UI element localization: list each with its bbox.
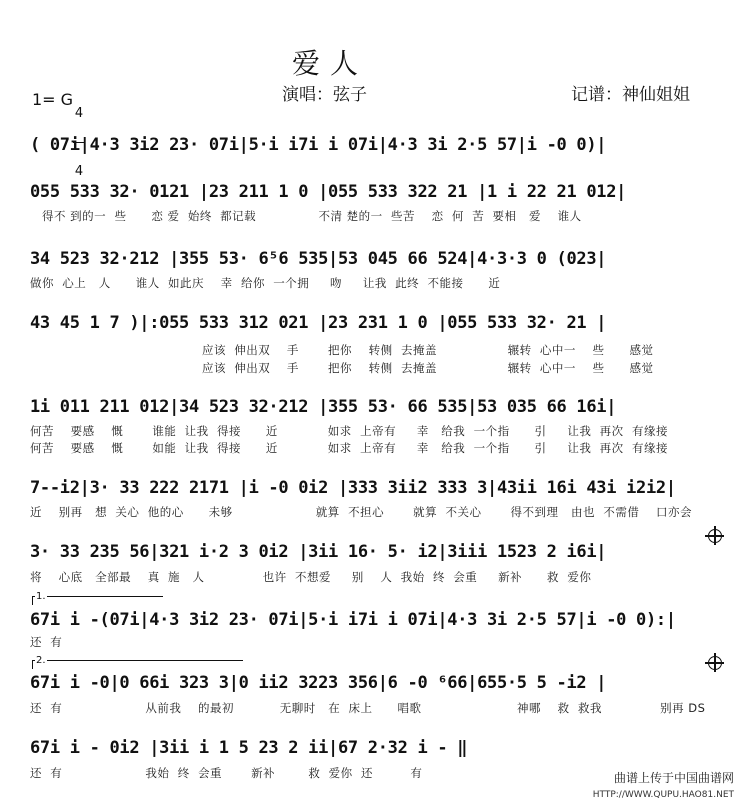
lyric-line: 做你 心上 人 谁人 如此庆 幸 给你 一个拥 吻 让我 此终 不能接 近 — [30, 276, 501, 290]
time-signature-top: 4 — [74, 106, 84, 121]
coda-icon — [708, 529, 722, 543]
score-row-notes: ( 07i|4·3 3i2 23· 07i|5·i i7i i 07i|4·3 3i 2·5 57|i -0 0)| — [30, 135, 607, 155]
second-ending-bracket — [32, 655, 243, 669]
lyric-line: 何苦 要感 慨 谁能 让我 得接 近 如求 上帝有 幸 给我 一个指 引 让我 再次 有缘接 — [30, 424, 668, 438]
first-ending-bracket — [32, 591, 163, 605]
score-row-notes: 1i 011 211 012|34 523 32·212 |355 53· 66 535|53 035 66 16i| — [30, 397, 617, 417]
key-signature: 1= G — [32, 90, 74, 109]
lyric-line: 应该 伸出双 手 把你 转侧 去掩盖 辗转 心中一 些 感觉 — [202, 343, 654, 357]
score-row-notes: 3· 33 235 56|321 i·2 3 0i2 |3ii 16· 5· i2|3iii 1523 2 i6i| — [30, 542, 607, 562]
song-title: 爱人 — [291, 47, 368, 80]
time-signature-bottom: 4 — [74, 164, 84, 179]
lyric-line: 还 有 我始 终 会重 新补 救 爱你 还 有 — [30, 766, 423, 780]
score-row-notes: 67i i -0|0 66i 323 3|0 ii2 3223 356|6 -0 ⁶66|655·5 5 -i2 | — [30, 673, 607, 693]
lyric-line: 何苦 要感 慨 如能 让我 得接 近 如求 上帝有 幸 给我 一个指 引 让我 再次 有缘接 — [30, 441, 668, 455]
lyric-line: 还 有 — [30, 635, 63, 649]
score-row-notes: 67i i -(07i|4·3 3i2 23· 07i|5·i i7i i 07i|4·3 3i 2·5 57|i -0 0):| — [30, 610, 676, 630]
singer-credit: 演唱：弦子 — [282, 85, 367, 105]
score-row-notes: 7--i2|3· 33 222 2171 |i -0 0i2 |333 3ii2 333 3|43ii 16i 43i i2i2| — [30, 478, 676, 498]
site-watermark: 曲谱上传于中国曲谱网 — [613, 771, 734, 785]
lyric-line: 应该 伸出双 手 把你 转侧 去掩盖 辗转 心中一 些 感觉 — [202, 361, 654, 375]
lyric-line: 还 有 从前我 的最初 无聊时 在 床上 唱歌 神哪 救 救我 别再 DS — [30, 701, 706, 715]
ending-number: 1. — [36, 591, 46, 602]
site-watermark-url: HTTP://WWW.QUPU.HAO81.NET — [592, 790, 734, 800]
score-row-notes: 67i i - 0i2 |3ii i 1 5 23 2 ii|67 2·32 i - ‖ — [30, 738, 468, 758]
lyric-line: 将 心底 全部最 真 施 人 也许 不想爱 别 人 我始 终 会重 新补 救 爱你 — [30, 570, 592, 584]
coda-icon — [708, 656, 722, 670]
ending-number: 2. — [36, 655, 46, 666]
score-row-notes: 055 533 32· 0121 |23 211 1 0 |055 533 322 21 |1 i 22 21 012| — [30, 182, 627, 202]
lyric-line: 近 别再 想 关心 他的心 未够 就算 不担心 就算 不关心 得不到理 由也 不需借 口亦会 — [30, 505, 692, 519]
transcriber-credit: 记谱：神仙姐姐 — [571, 85, 690, 105]
score-row-notes: 34 523 32·212 |355 53· 6⁵6 535|53 045 66 524|4·3·3 0 (023| — [30, 249, 607, 269]
lyric-line: 得不 到的一 些 恋 爱 始终 都记载 不清 楚的一 些苦 恋 何 苦 要相 爱 谁人 — [42, 209, 582, 223]
score-row-notes: 43 45 1 7 )|:055 533 312 021 |23 231 1 0 |055 533 32· 21 | — [30, 313, 607, 333]
